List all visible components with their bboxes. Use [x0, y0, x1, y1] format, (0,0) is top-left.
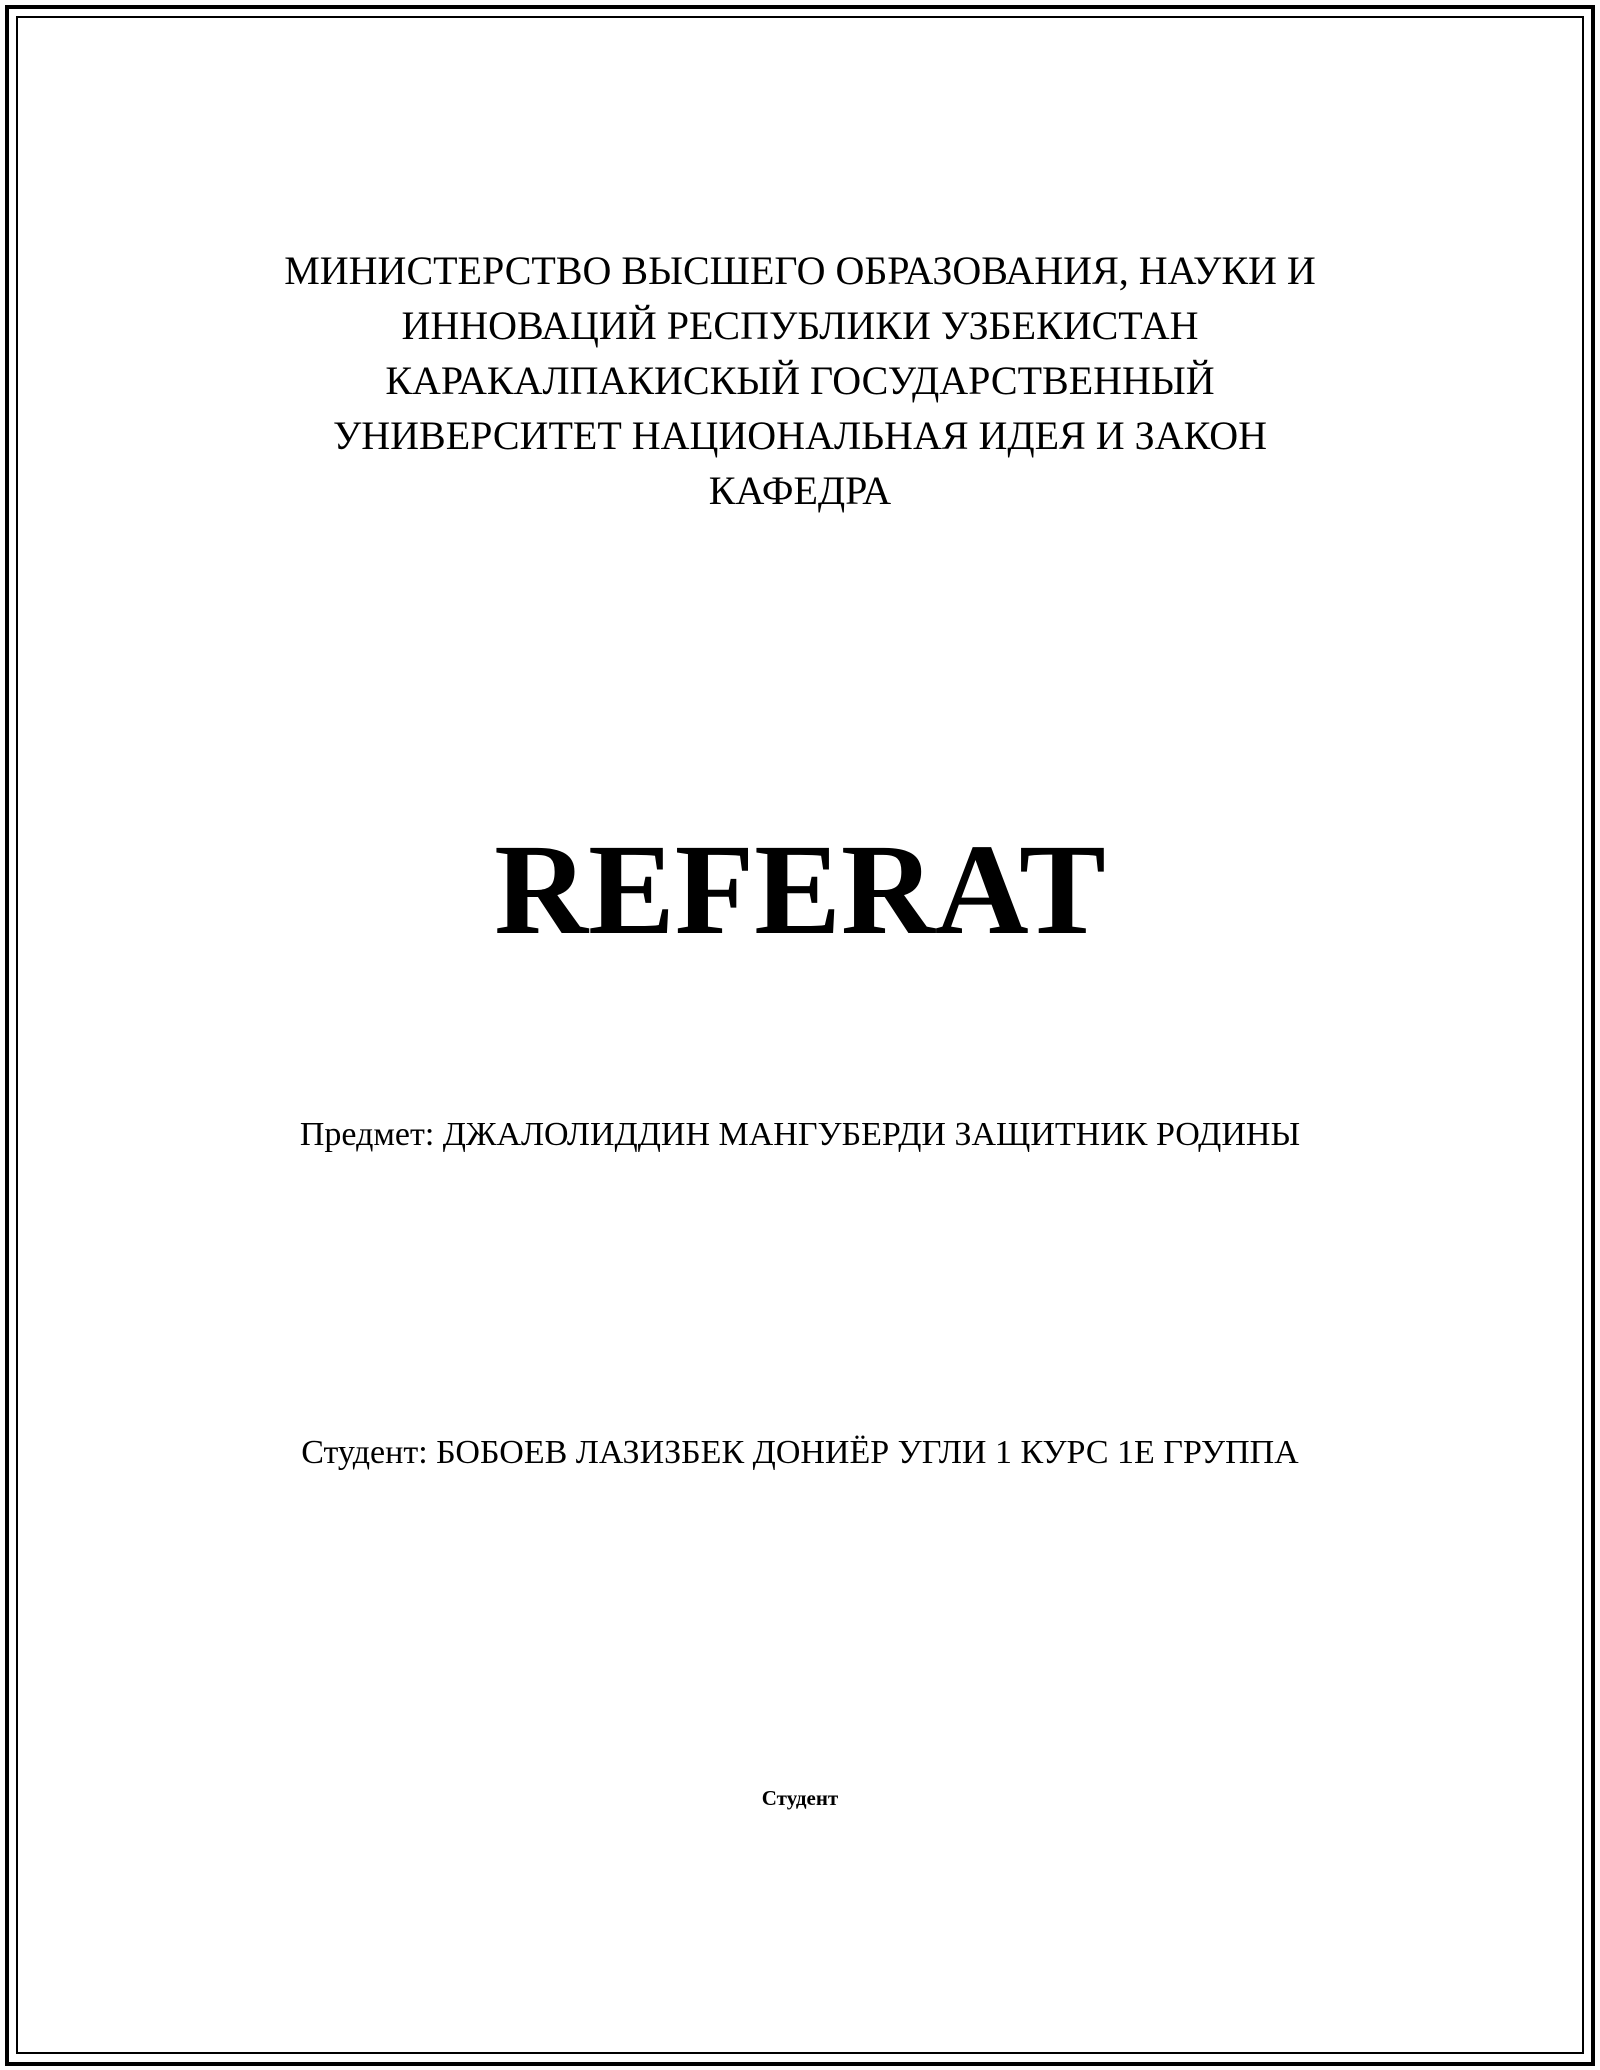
footer-student-label: Студент	[761, 1786, 839, 1810]
document-title: REFERAT	[494, 818, 1106, 962]
header-line: МИНИСТЕРСТВО ВЫСШЕГО ОБРАЗОВАНИЯ, НАУКИ И	[284, 248, 1316, 293]
header-line: КАФЕДРА	[708, 468, 892, 513]
header-line: УНИВЕРСИТЕТ НАЦИОНАЛЬНАЯ ИДЕЯ И ЗАКОН	[332, 413, 1268, 458]
header-line: ИННОВАЦИЙ РЕСПУБЛИКИ УЗБЕКИСТАН	[401, 303, 1199, 348]
header-line: КАРАКАЛПАКИСКЫЙ ГОСУДАРСТВЕННЫЙ	[385, 358, 1215, 403]
subject-line: Предмет: ДЖАЛОЛИДДИН МАНГУБЕРДИ ЗАЩИТНИК РОДИНЫ	[299, 1116, 1301, 1153]
institution-header	[200, 243, 1400, 518]
student-line: Студент: БОБОЕВ ЛАЗИЗБЕК ДОНИЁР УГЛИ 1 КУРС 1Е ГРУППА	[301, 1434, 1299, 1471]
